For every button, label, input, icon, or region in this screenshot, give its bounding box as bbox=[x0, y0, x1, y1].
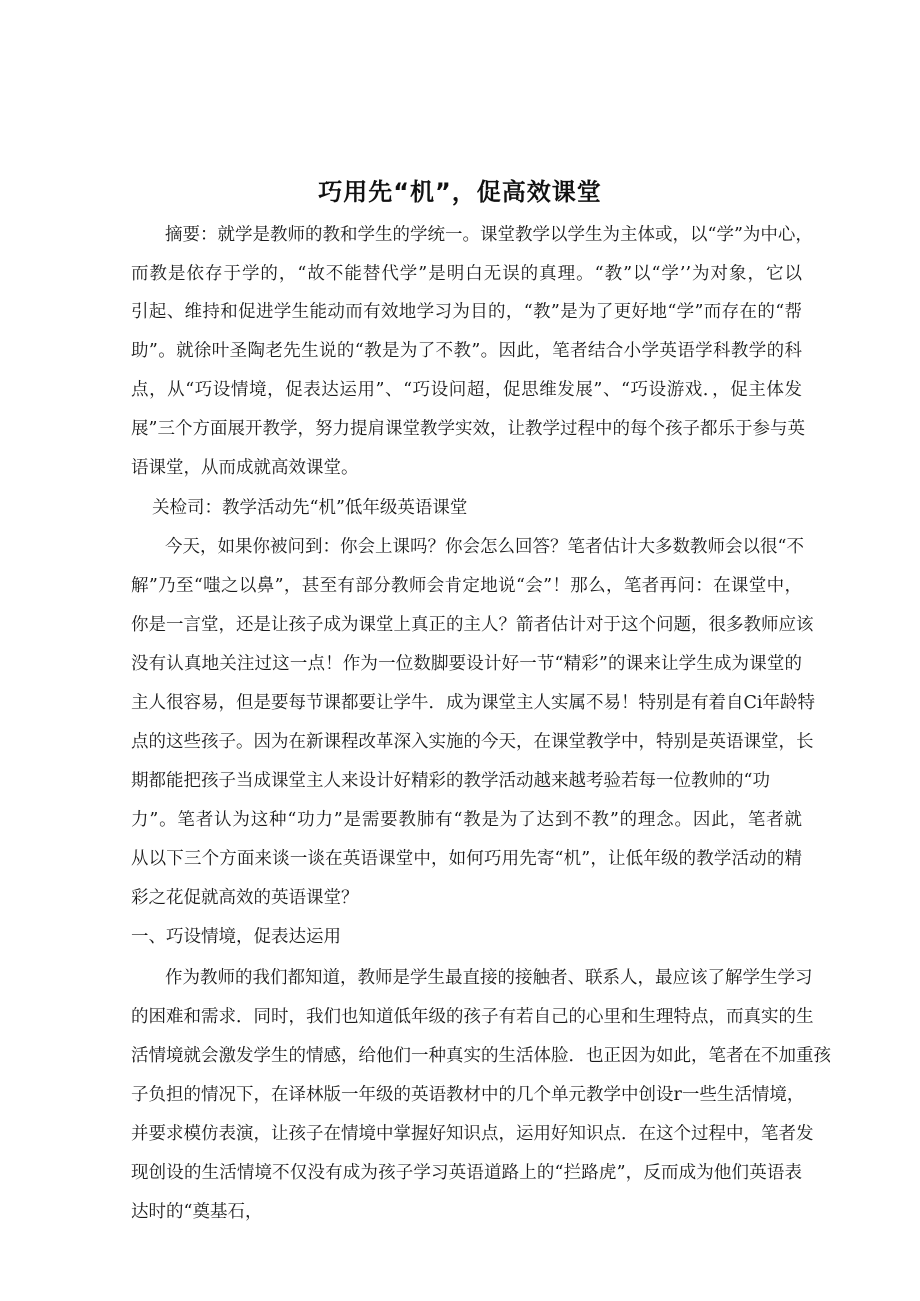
intro-line: 期都能把孩子当成课堂主人来设计好精彩的教学活动越来越考验若每一位教帅的“功 bbox=[131, 771, 770, 791]
intro-line: 力”。笔者认为这种“功力”是需要教肺有“教是为了达到不教”的理念。因此，笔者就 bbox=[131, 810, 802, 830]
abstract-line: 引起、维持和促进学生能动而有效地学习为目的，“教”是为了更好地“学”而存在的“帮 bbox=[131, 302, 802, 322]
section-line: 作为教师的我们都知道，教师是学生最直接的接触者、联系人，最应该了解学生学习 bbox=[165, 968, 813, 988]
section-line: 活情境就会激发学生的情感，给他们一种真实的生活体脸．也正因为如此，笔者在不加重孩 bbox=[131, 1046, 831, 1066]
section-line: 现创设的生活情境不仅没有成为孩子学习英语道路上的“拦路虎”，反而成为他们英语表 bbox=[131, 1163, 802, 1183]
intro-line: 彩之花促就高效的英语课堂？ bbox=[131, 888, 359, 908]
intro-line: 没有认真地关注过这一点！作为一位数脚要设计好一节“精彩”的课来让学生成为课堂的 bbox=[131, 654, 802, 674]
intro-line: 主人很容易，但是要每节课都要让学牛．成为课堂主人实属不易！特别是有着自Ci年龄特 bbox=[131, 693, 815, 713]
keywords-line: 关检司：教学活动先“机”低年级英语课堂 bbox=[152, 498, 468, 518]
intro-line: 点的这些孩子。因为在新课程改革深入实施的今天，在课堂教学中，特别是英语课堂，长 bbox=[131, 732, 814, 752]
abstract-line: 展”三个方面展开教学，努力提肩课堂教学实效，让教学过程中的每个孩子都乐于参与英 bbox=[131, 419, 805, 439]
intro-line: 从以下三个方面来谈一谈在英语课堂中，如何巧用先寄“机”，让低年级的教学活动的精 bbox=[131, 849, 802, 869]
abstract-line: 而教是依存于学的，“故不能替代学”是明白无误的真理。“教”以“学’’为对象，它以 bbox=[131, 264, 802, 284]
abstract-line: 语课堂，从而成就高效课堂。 bbox=[131, 458, 359, 478]
section-line: 达时的“奠基石， bbox=[131, 1202, 263, 1222]
abstract-line: 点，从“巧设情境，促表达运用”、“巧设问超，促思维发展”、“巧设游戏．，促主体发 bbox=[131, 380, 802, 400]
intro-line: 解”乃至“嗤之以鼻”，甚至有部分教师会肯定地说“会”！那么，笔者再问：在课堂中， bbox=[131, 576, 802, 596]
document-title: 巧用先“机”，促高效课堂 bbox=[318, 178, 602, 206]
section-heading: 一、巧设情境，促表达运用 bbox=[131, 927, 341, 947]
intro-line: 今天，如果你被问到：你会上课吗？你会怎么回答？笔者估计大多数教师会以很“不 bbox=[165, 537, 804, 557]
section-line: 子负担的情况下，在译林版一年级的英语教材中的几个单元教学中创设r一些生活情境， bbox=[131, 1085, 805, 1105]
section-line: 的困难和需求．同时，我们也知道低年级的孩子有若自己的心里和生理特点，而真实的生 bbox=[131, 1007, 814, 1027]
section-line: 并要求模仿表演，让孩子在情境中掌握好知识点，运用好知识点．在这个过程中，笔者发 bbox=[131, 1124, 814, 1144]
abstract-line: 摘要：就学是教师的教和学生的学统一。课堂教学以学生为主体或，以“学”为中心， bbox=[165, 225, 813, 245]
abstract-line: 助”。就徐叶圣陶老先生说的“教是为了不教”。因此，笔者结合小学英语学科教学的科 bbox=[131, 341, 802, 361]
intro-line: 你是一言堂，还是让孩子成为课堂上真正的主人？箭者估计对于这个问题，很多教师应该 bbox=[131, 615, 814, 635]
